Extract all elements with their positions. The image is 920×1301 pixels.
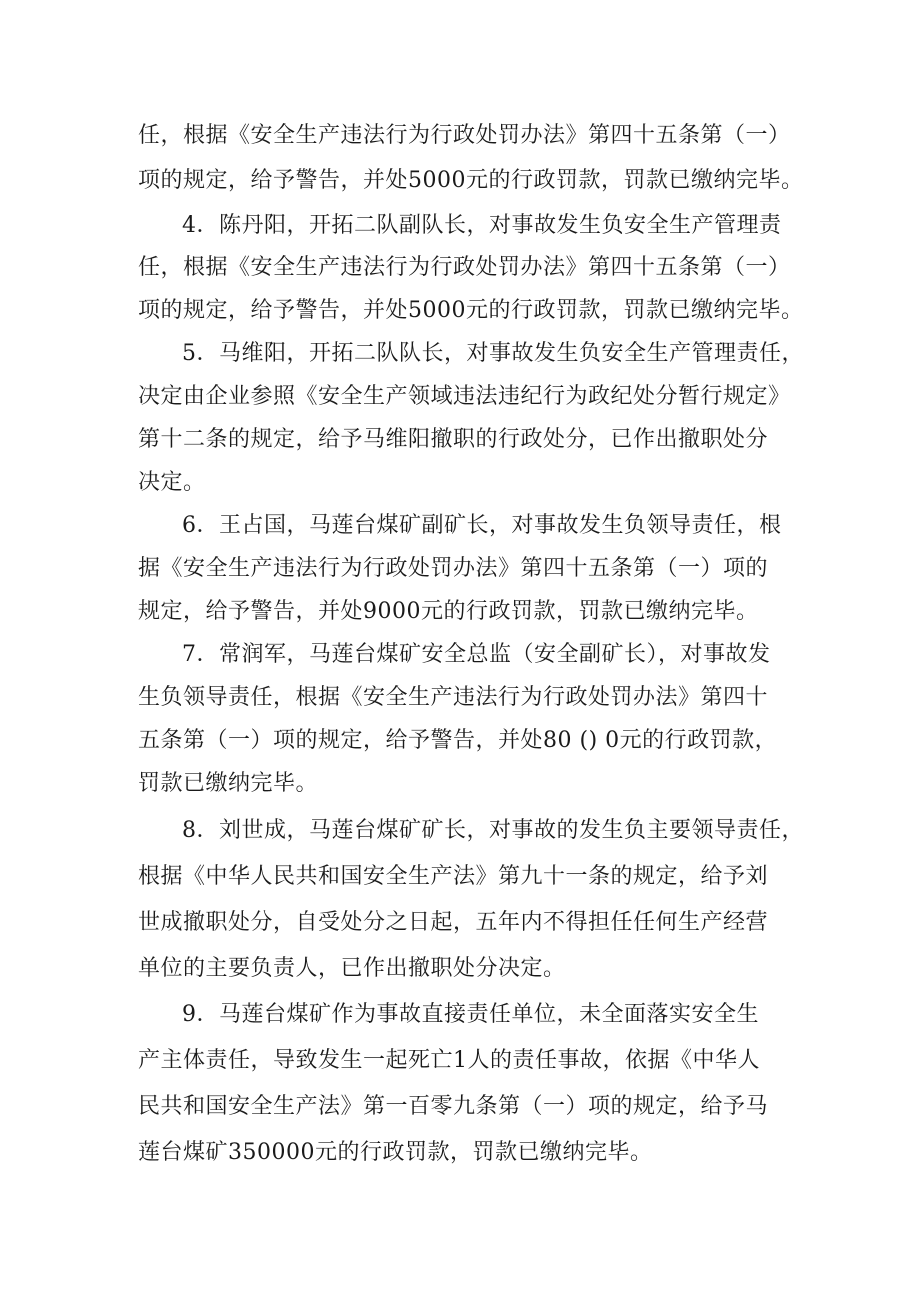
text-line: 生负领导责任，根据《安全生产违法行为行政处罚办法》第四十 bbox=[138, 685, 769, 710]
text-line: 民共和国安全生产法》第一百零九条第（一）项的规定，给予马 bbox=[138, 1094, 769, 1119]
text-line: 据《安全生产违法行为行政处罚办法》第四十五条第（一）项的 bbox=[138, 556, 769, 581]
text-line: 第十二条的规定，给予马维阳撤职的行政处分，已作出撤职处分 bbox=[138, 427, 769, 452]
text-line: 世成撤职处分，自受处分之日起，五年内不得担任任何生产经营 bbox=[138, 910, 769, 935]
text-line: 4．陈丹阳，开拓二队副队长，对事故发生负安全生产管理责 bbox=[182, 213, 782, 238]
text-line: 任，根据《安全生产违法行为行政处罚办法》第四十五条第（一） bbox=[138, 123, 791, 148]
text-line: 决定由企业参照《安全生产领域违法违纪行为政纪处分暂行规定》 bbox=[138, 384, 791, 409]
text-line: 任，根据《安全生产违法行为行政处罚办法》第四十五条第（一） bbox=[138, 255, 791, 280]
text-line: 罚款已缴纳完毕。 bbox=[138, 771, 319, 796]
text-line: 五条第（一）项的规定，给予警告，并处80 () 0元的行政罚款， bbox=[138, 728, 778, 753]
text-line: 5．马维阳，开拓二队队长，对事故发生负安全生产管理责任， bbox=[182, 341, 804, 366]
text-line: 项的规定，给予警告，并处5000元的行政罚款，罚款已缴纳完毕。 bbox=[138, 298, 804, 323]
text-line: 8．刘世成，马莲台煤矿矿长，对事故的发生负主要领导责任， bbox=[182, 818, 804, 843]
text-line: 决定。 bbox=[138, 470, 206, 495]
text-line: 莲台煤矿350000元的行政罚款，罚款已缴纳完毕。 bbox=[138, 1140, 653, 1165]
text-line: 项的规定，给予警告，并处5000元的行政罚款，罚款已缴纳完毕。 bbox=[138, 168, 804, 193]
text-line: 根据《中华人民共和国安全生产法》第九十一条的规定，给予刘 bbox=[138, 864, 769, 889]
text-line: 6．王占国，马莲台煤矿副矿长，对事故发生负领导责任，根 bbox=[182, 513, 782, 538]
text-line: 单位的主要负责人，已作出撤职处分决定。 bbox=[138, 956, 566, 981]
text-line: 9．马莲台煤矿作为事故直接责任单位，未全面落实安全生 bbox=[182, 1002, 759, 1027]
text-line: 产主体责任，导致发生一起死亡1人的责任事故，依据《中华人 bbox=[138, 1048, 760, 1073]
text-line: 7．常润军，马莲台煤矿安全总监（安全副矿长），对事故发 bbox=[182, 642, 771, 667]
text-line: 规定，给予警告，并处9000元的行政罚款，罚款已缴纳完毕。 bbox=[138, 599, 759, 624]
